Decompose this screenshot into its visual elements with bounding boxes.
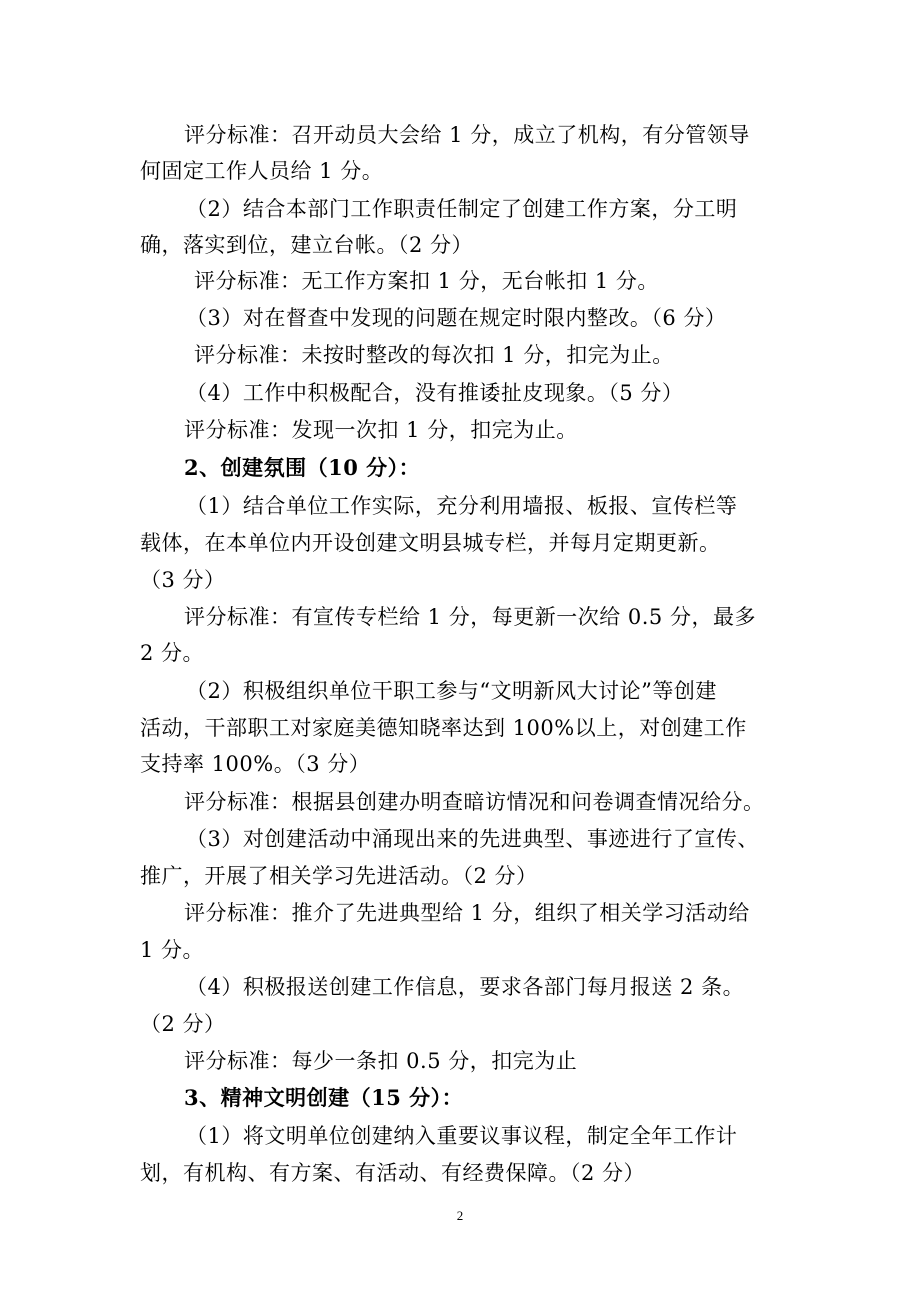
text-line: 载体，在本单位内开设创建文明县城专栏，并每月定期更新。	[140, 531, 721, 555]
text-line: 评分标准：推介了先进典型给 1 分，组织了相关学习活动给	[184, 901, 750, 925]
text-line: （1）将文明单位创建纳入重要议事议程，制定全年工作计	[186, 1124, 738, 1148]
text-line: （2）积极组织单位干职工参与“文明新风大讨论”等创建	[186, 679, 717, 703]
text-line: 评分标准：根据县创建办明查暗访情况和问卷调查情况给分。	[184, 790, 765, 814]
text-line: 活动，干部职工对家庭美德知晓率达到 100%以上，对创建工作	[140, 716, 747, 740]
text-line: （2）结合本部门工作职责任制定了创建工作方案，分工明	[186, 197, 738, 221]
text-line: （3 分）	[140, 568, 226, 592]
text-line: （2 分）	[140, 1012, 226, 1036]
text-line: 划，有机构、有方案、有活动、有经费保障。（2 分）	[140, 1161, 646, 1185]
text-line: 评分标准：有宣传专栏给 1 分，每更新一次给 0.5 分，最多	[184, 605, 756, 629]
section-heading-2: 2、创建氛围（10 分）：	[184, 455, 421, 480]
text-line: （4）积极报送创建工作信息，要求各部门每月报送 2 条。	[186, 975, 745, 999]
text-line: 评分标准：发现一次扣 1 分，扣完为止。	[184, 418, 578, 442]
text-line: 1 分。	[140, 938, 205, 962]
text-line: （3）对在督查中发现的问题在规定时限内整改。（6 分）	[186, 306, 727, 330]
section-heading-3: 3、精神文明创建（15 分）：	[184, 1085, 464, 1110]
text-line: 评分标准：召开动员大会给 1 分，成立了机构，有分管领导	[184, 123, 750, 147]
text-line: 评分标准：每少一条扣 0.5 分，扣完为止	[184, 1049, 578, 1073]
text-line: （4）工作中积极配合，没有推诿扯皮现象。（5 分）	[186, 381, 684, 405]
text-line: （1）结合单位工作实际，充分利用墙报、板报、宣传栏等	[186, 494, 738, 518]
text-line: 支持率 100%。（3 分）	[140, 752, 371, 776]
text-line: 推广，开展了相关学习先进活动。（2 分）	[140, 864, 538, 888]
page-number: 2	[456, 1208, 464, 1223]
text-line: 何固定工作人员给 1 分。	[140, 159, 384, 183]
text-line: 评分标准：未按时整改的每次扣 1 分，扣完为止。	[194, 343, 674, 367]
text-line: （3）对创建活动中涌现出来的先进典型、事迹进行了宣传、	[186, 827, 759, 851]
text-line: 确，落实到位，建立台帐。（2 分）	[140, 233, 474, 257]
text-line: 评分标准：无工作方案扣 1 分，无台帐扣 1 分。	[194, 269, 659, 293]
text-line: 2 分。	[140, 641, 205, 665]
